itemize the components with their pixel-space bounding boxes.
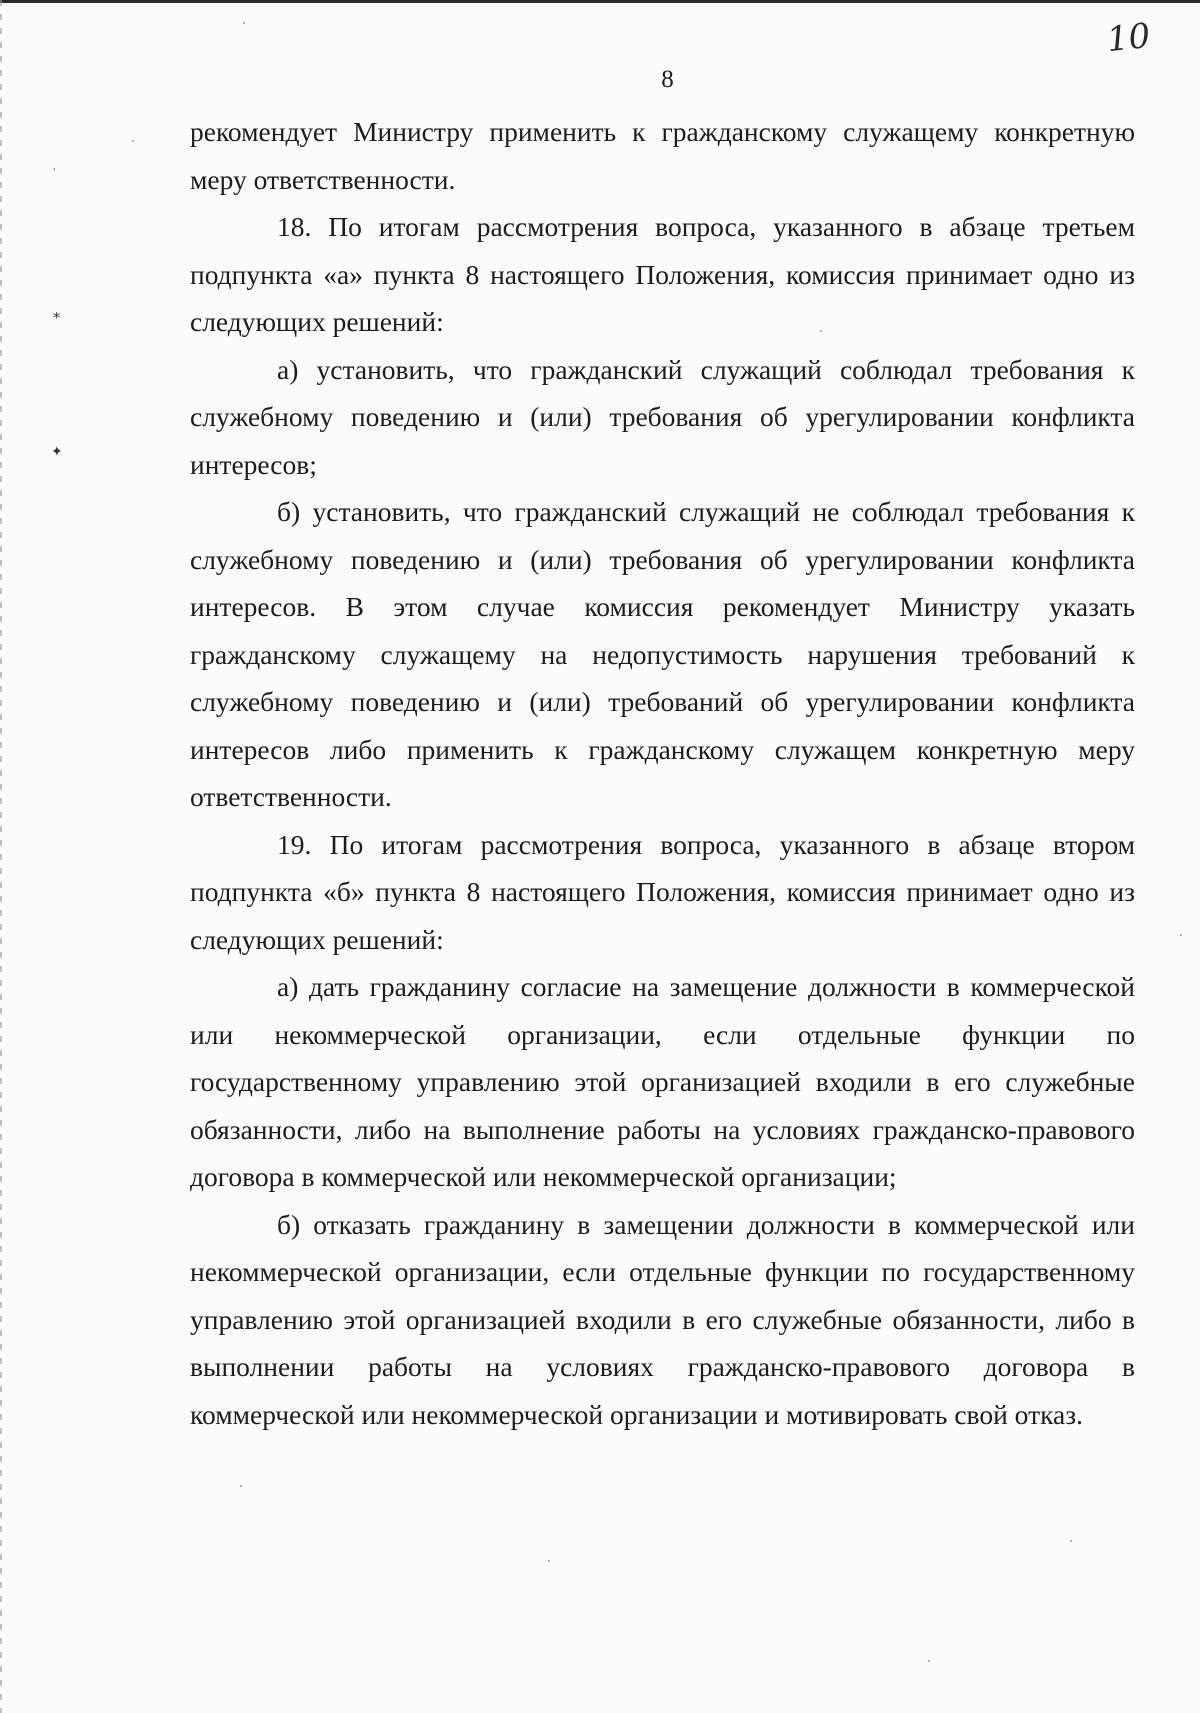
scan-speck bbox=[548, 1560, 550, 1562]
paragraph-19-b: б) отказать гражданину в замещении должности в коммерческой или некоммерческой организации, если отдельные функции по государственному управлению этой организацией входили в его служебные обязанности, либо в выполнении работы на условиях гражданско-правового договора в коммерческой или некоммерческой организации и мотивировать свой отказ. bbox=[190, 1208, 1135, 1430]
document-body bbox=[190, 108, 1135, 1438]
scan-top-edge bbox=[0, 0, 1200, 3]
scan-left-edge bbox=[0, 0, 2, 1713]
paragraph-19: 19. По итогам рассмотрения вопроса, указанного в абзаце втором подпункта «б» пункта 8 настоящего Положения, комиссия принимает одно из следующих решений: bbox=[190, 828, 1135, 955]
paragraph-continuation: рекомендует Министру применить к гражданскому служащему конкретную меру ответственности. bbox=[190, 116, 1135, 195]
scan-speck bbox=[243, 22, 245, 24]
scan-speck bbox=[928, 1660, 930, 1662]
scan-speck bbox=[1180, 934, 1182, 936]
paragraph-18: 18. По итогам рассмотрения вопроса, указанного в абзаце третьем подпункта «а» пункта 8 настоящего Положения, комиссия принимает одно из следующих решений: bbox=[190, 211, 1135, 337]
paragraph-18-a: а) установить, что гражданский служащий соблюдал требования к служебному поведению и (или) требования об урегулировании конфликта интересов; bbox=[190, 353, 1135, 480]
scan-speck bbox=[1070, 1540, 1072, 1542]
page-number: 8 bbox=[661, 66, 674, 93]
paragraph-19-a: а) дать гражданину согласие на замещение должности в коммерческой или некоммерческой организации, если отдельные функции по государственному управлению этой организацией входили в его служебные обязанности, либо на выполнение работы на условиях гражданско-правового договора в коммерческой или некоммерческой организации; bbox=[190, 971, 1135, 1192]
scan-speck bbox=[132, 140, 134, 142]
scan-artifact: ˒ bbox=[52, 160, 57, 175]
scan-speck bbox=[240, 1485, 242, 1487]
handwritten-sheet-number: 10 bbox=[1104, 15, 1152, 61]
scan-artifact: ⁎ bbox=[53, 307, 60, 322]
paragraph-18-b: б) установить, что гражданский служащий не соблюдал требования к служебному поведению и (или) требования об урегулировании конфликта интересов. В этом случае комиссия рекомендует Министру указать гражданскому служащему на недопустимость нарушения требований к служебному поведению и (или) требований об урегулировании конфликта интересов либо применить к гражданскому служащем конкретную меру ответственности. bbox=[190, 496, 1135, 812]
scan-artifact: ✦ bbox=[51, 445, 63, 460]
